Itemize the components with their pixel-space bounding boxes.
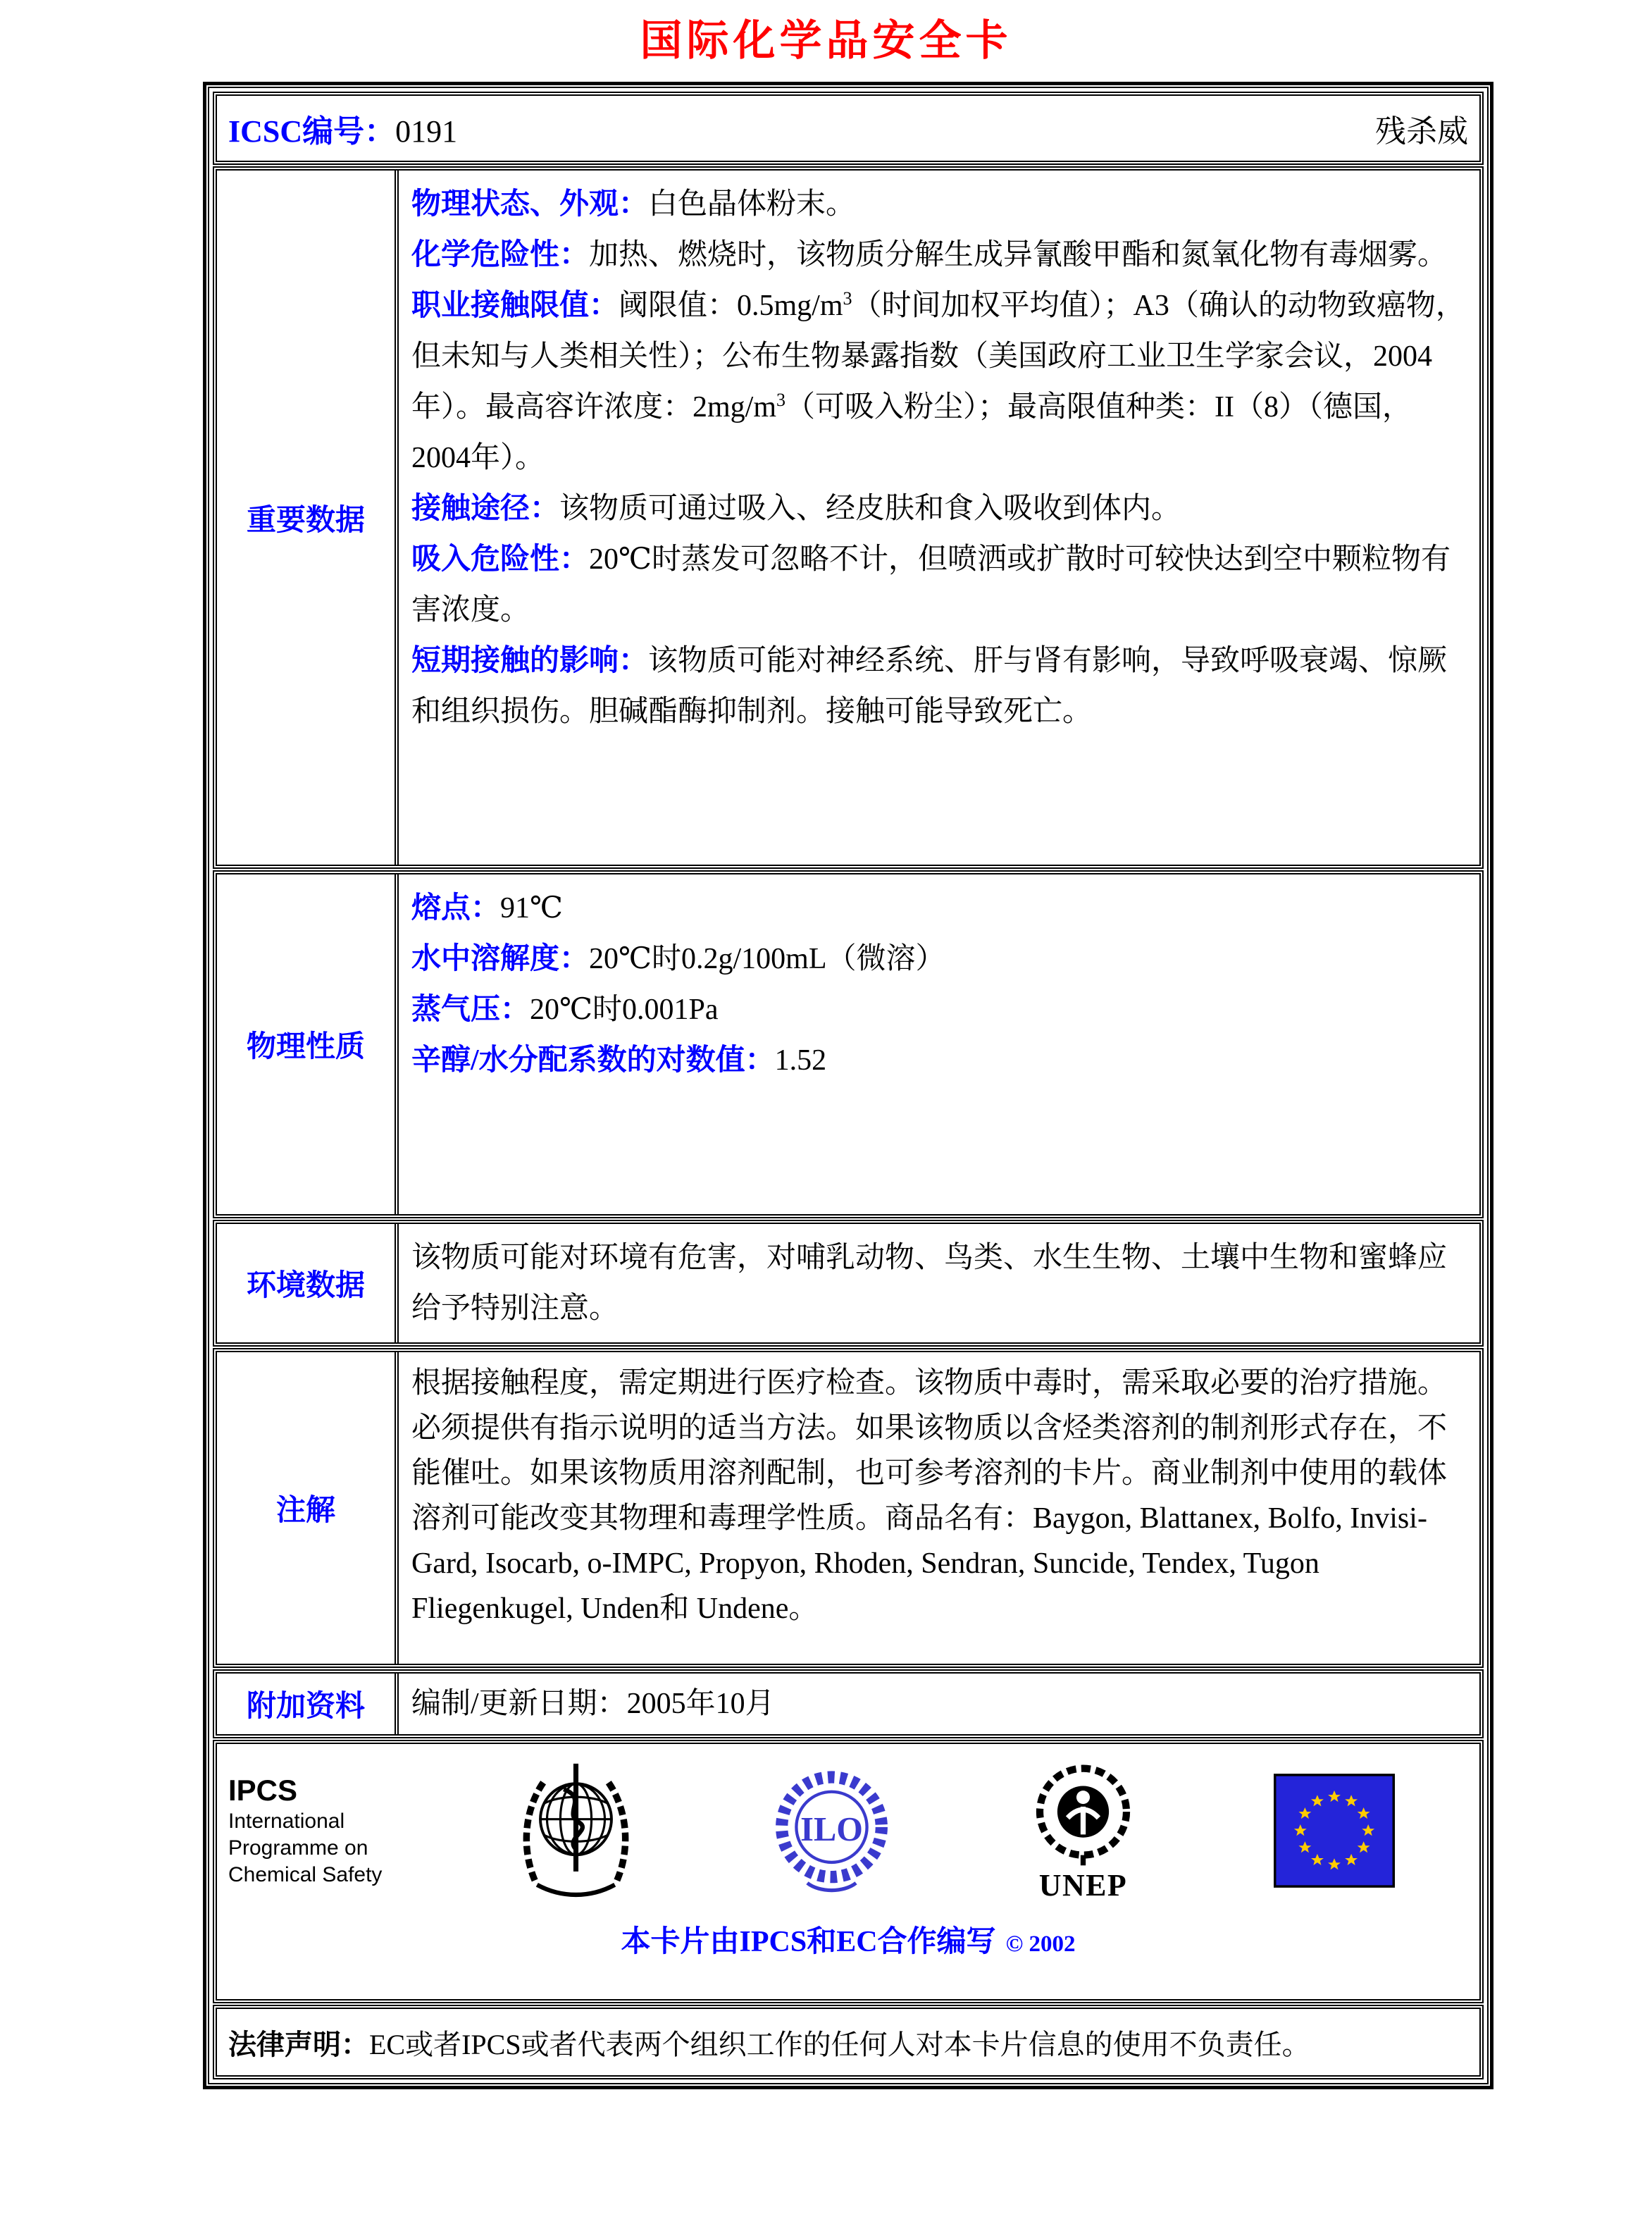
water-solubility: 水中溶解度：20℃时0.2g/100mL（微溶） (411, 943, 945, 975)
update-date-label: 编制/更新日期： (411, 1688, 627, 1720)
melting-point: 熔点：91℃ (411, 892, 563, 925)
important-data-row (213, 166, 1484, 869)
legal-notice-row (213, 2005, 1484, 2079)
eu-flag-icon (1274, 1774, 1395, 1888)
short-term-effects-paragraph: 短期接触的影响：该物质可能对神经系统、肝与肾有影响，导致呼吸衰竭、惊厥和组织损伤。胆碱酯酶抑制剂。接触可能导致死亡。 (411, 645, 1448, 728)
cooperation-caption: 本卡片由IPCS和EC合作编写 © 2002 (621, 1926, 1076, 1958)
partition-coefficient: 辛醇/水分配系数的对数值：1.52 (411, 1044, 827, 1077)
svg-text:ILO: ILO (800, 1810, 863, 1848)
chemical-danger-paragraph: 化学危险性：加热、燃烧时，该物质分解生成异氰酸甲酯和氮氧化物有毒烟雾。 (411, 239, 1448, 271)
page-title: 国际化学品安全卡 (640, 18, 1012, 64)
environmental-data-row (213, 1220, 1484, 1347)
update-date-value: 2005年10月 (626, 1688, 775, 1720)
legal-notice-label: 法律声明： (228, 2028, 369, 2060)
environmental-data-content: 该物质可能对环境有危害，对哺乳动物、鸟类、水生生物、土壤中生物和蜜蜂应给予特别注意。 (411, 1242, 1448, 1325)
environmental-data-section-label: 环境数据 (217, 1224, 399, 1342)
ilo-logo-icon (770, 1764, 893, 1898)
vapor-pressure: 蒸气压：20℃时0.001Pa (411, 994, 719, 1026)
logos-row (213, 1740, 1484, 2003)
additional-info-row (213, 1669, 1484, 1738)
svg-text:UNEP: UNEP (1039, 1867, 1128, 1903)
chemical-name: 残杀威 (1375, 114, 1468, 149)
icsc-card (203, 82, 1493, 2089)
important-data-content (399, 171, 1479, 865)
icsc-header-row (213, 92, 1484, 165)
notes-section-label: 注解 (217, 1352, 399, 1664)
inhalation-risk-paragraph: 吸入危险性：20℃时蒸发可忽略不计，但喷洒或扩散时可较快达到空中颗粒物有害浓度。 (411, 543, 1451, 626)
notes-content: 根据接触程度，需定期进行医疗检查。该物质中毒时，需采取必要的治疗措施。必须提供有指示说明的适当方法。如果该物质以含烃类溶剂的制剂形式存在，不能催吐。如果该物质用溶剂配制，也可参考溶剂的卡片。商业制剂中使用的载体溶剂可能改变其物理和毒理学性质。商品名有：Baygon, Blattanex, Bolfo, Invisi-Gard, Isocarb, o-IMPC, Propyon, Rhoden, Sendran, Suncide, Tendex, Tugon Fliegenkugel, Unden和 Undene。 (411, 1367, 1448, 1625)
notes-row (213, 1348, 1484, 1668)
additional-info-content (399, 1674, 1479, 1734)
who-logo-icon (511, 1758, 641, 1903)
logos-strip (217, 1744, 1479, 1903)
icsc-number-label: ICSC编号： (228, 114, 396, 149)
icsc-number-value: 0191 (395, 114, 458, 149)
important-data-section-label: 重要数据 (217, 171, 399, 865)
physical-properties-content (399, 874, 1479, 1214)
legal-notice: 法律声明：EC或者IPCS或者代表两个组织工作的任何人对本卡片信息的使用不负责任。 (228, 2028, 1310, 2060)
physical-properties-row (213, 870, 1484, 1218)
unep-logo-icon (1021, 1758, 1145, 1903)
ipcs-text-block: IPCS International Programme on Chemical Safety (228, 1773, 383, 1886)
additional-info-section-label: 附加资料 (217, 1674, 399, 1734)
physical-properties-section-label: 物理性质 (217, 874, 399, 1214)
exposure-routes-paragraph: 接触途径：该物质可通过吸入、经皮肤和食入吸收到体内。 (411, 493, 1181, 525)
ipcs-acronym: IPCS (228, 1773, 298, 1807)
occupational-exposure-paragraph: 职业接触限值：阈限值：$0.5mg/m^3$（时间加权平均值）；A3（确认的动物致癌物，但未知与人类相关性）；公布生物暴露指数（美国政府工业卫生学家会议，2004年）。最高容许浓度：$2mg/m^3$（可吸入粉尘）；最高限值种类：II（8）（德国，2004年）。 (411, 288, 1465, 474)
physical-state-paragraph: 物理状态、外观：白色晶体粉末。 (411, 188, 856, 221)
icsc-number-group (228, 106, 457, 151)
copyright-text: © 2002 (1005, 1931, 1076, 1957)
